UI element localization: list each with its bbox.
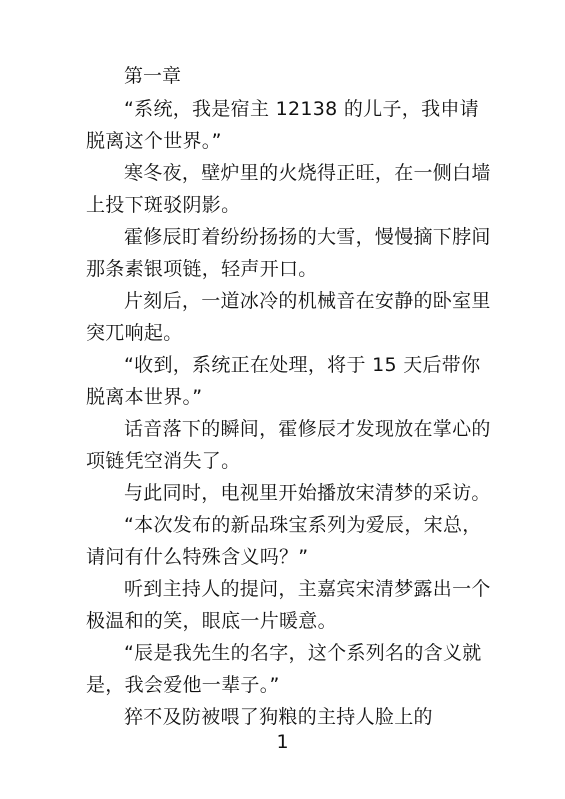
paragraph: 话音落下的瞬间，霍修辰才发现放在掌心的项链凭空消失了。 bbox=[86, 418, 491, 472]
paragraph: 片刻后，一道冰冷的机械音在安静的卧室里突兀响起。 bbox=[86, 290, 491, 344]
chapter-title: 第一章 bbox=[124, 65, 182, 87]
paragraph: “收到，系统正在处理，将于 15 天后带你脱离本世界。” bbox=[86, 354, 481, 408]
paragraph: “系统，我是宿主 12138 的儿子，我申请脱离这个世界。” bbox=[86, 98, 479, 152]
page-number: 1 bbox=[276, 731, 289, 753]
paragraph: 寒冬夜，壁炉里的火烧得正旺，在一侧白墙上投下斑驳阴影。 bbox=[86, 162, 491, 216]
page-content bbox=[86, 60, 496, 733]
paragraph: 与此同时，电视里开始播放宋清梦的采访。 bbox=[124, 482, 491, 504]
paragraph: “本次发布的新品珠宝系列为爱辰，宋总，请问有什么特殊含义吗？” bbox=[86, 514, 482, 568]
paragraph: 霍修辰盯着纷纷扬扬的大雪，慢慢摘下脖间那条素银项链，轻声开口。 bbox=[86, 226, 491, 280]
paragraph: 听到主持人的提问，主嘉宾宋清梦露出一个极温和的笑，眼底一片暖意。 bbox=[86, 578, 491, 632]
paragraph: 猝不及防被喂了狗粮的主持人脸上的 bbox=[124, 706, 433, 728]
paragraph: “辰是我先生的名字，这个系列名的含义就是，我会爱他一辈子。” bbox=[86, 642, 482, 696]
